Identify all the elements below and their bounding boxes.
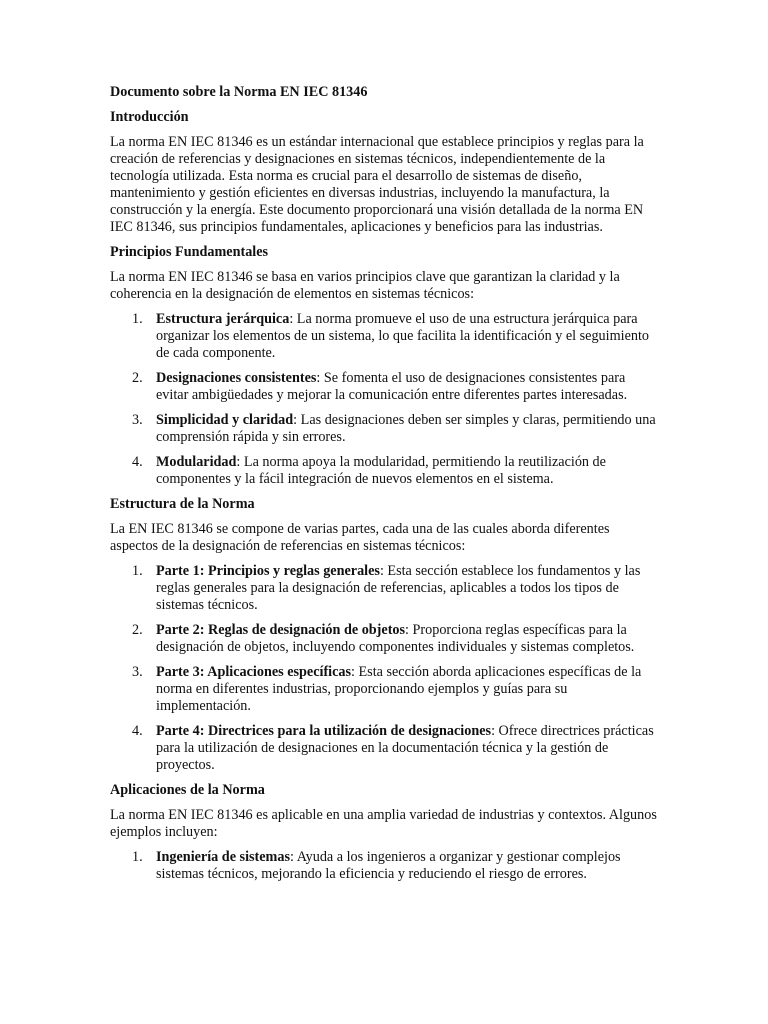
list-item-text: : Se fomenta el uso de designaciones consistentes para evitar ambigüedades y mejorar la comunicación entre diferentes partes interesadas. — [156, 370, 628, 403]
list-item-text: : Las designaciones deben ser simples y claras, permitiendo una comprensión rápida y sin errores. — [156, 412, 656, 445]
list-item — [110, 412, 660, 446]
list-item-text: : Esta sección establece los fundamentos y las reglas generales para la designación de referencias, aplicables a todos los tipos de sistemas técnicos. — [156, 563, 641, 613]
list-item-term: Designaciones consistentes — [156, 370, 317, 386]
list-item — [110, 664, 660, 715]
list-item-number: 4. — [132, 454, 143, 470]
section-heading-introduction: Introducción — [110, 109, 189, 125]
applications-list — [110, 849, 660, 883]
list-item-term: Parte 1: Principios y reglas generales — [156, 563, 380, 579]
intro-paragraph: La norma EN IEC 81346 es un estándar internacional que establece principios y reglas para la creación de referencias y designaciones en sistemas técnicos, independientemente de la tecnología utilizada. Esta norma es crucial para el desarrollo de sistemas de diseño, mantenimiento y gestión eficientes en diversas industrias, incluyendo la manufactura, la construcción y la energía. Este documento proporcionará una visión detallada de la norma EN IEC 81346, sus principios fundamentales, aplicaciones y beneficios para las industrias. — [110, 134, 644, 235]
principles-list — [110, 311, 660, 488]
list-item — [110, 370, 660, 404]
section-heading-principles: Principios Fundamentales — [110, 244, 269, 260]
list-item-number: 4. — [132, 723, 143, 739]
list-item-text: : La norma promueve el uso de una estructura jerárquica para organizar los elementos de un sistema, lo que facilita la identificación y el seguimiento de cada componente. — [156, 311, 649, 361]
list-item-number: 1. — [132, 849, 143, 865]
document-page — [110, 84, 660, 891]
list-item-number: 1. — [132, 311, 143, 327]
list-item-number: 3. — [132, 412, 143, 428]
section-applications — [110, 782, 660, 883]
structure-list — [110, 563, 660, 774]
list-item-term: Parte 4: Directrices para la utilización de designaciones — [156, 723, 492, 739]
list-item-number: 2. — [132, 370, 143, 386]
principles-paragraph: La norma EN IEC 81346 se basa en varios principios clave que garantizan la claridad y la coherencia en la designación de elementos en sistemas técnicos: — [110, 269, 620, 302]
section-heading-applications: Aplicaciones de la Norma — [110, 782, 265, 798]
list-item-term: Parte 2: Reglas de designación de objetos — [156, 622, 406, 638]
section-principles — [110, 244, 660, 488]
section-structure — [110, 496, 660, 774]
list-item-text: : Ayuda a los ingenieros a organizar y gestionar complejos sistemas técnicos, mejorando la eficiencia y reduciendo el riesgo de errores. — [156, 849, 621, 882]
list-item-term: Estructura jerárquica — [156, 311, 290, 327]
applications-paragraph: La norma EN IEC 81346 es aplicable en una amplia variedad de industrias y contextos. Algunos ejemplos incluyen: — [110, 807, 657, 840]
list-item — [110, 723, 660, 774]
list-item-term: Simplicidad y claridad — [156, 412, 294, 428]
list-item-term: Parte 3: Aplicaciones específicas — [156, 664, 352, 680]
list-item-term: Modularidad — [156, 454, 237, 470]
list-item-text: : Proporciona reglas específicas para la designación de objetos, incluyendo componentes individuales y sistemas completos. — [156, 622, 635, 655]
document-title: Documento sobre la Norma EN IEC 81346 — [110, 84, 368, 100]
list-item — [110, 311, 660, 362]
list-item-term: Ingeniería de sistemas — [156, 849, 290, 865]
list-item — [110, 454, 660, 488]
section-introduction — [110, 109, 660, 236]
structure-paragraph: La EN IEC 81346 se compone de varias partes, cada una de las cuales aborda diferentes aspectos de la designación de referencias en sistemas técnicos: — [110, 521, 610, 554]
list-item-text: : Ofrece directrices prácticas para la utilización de designaciones en la documentación técnica y la gestión de proyectos. — [156, 723, 654, 773]
section-heading-structure: Estructura de la Norma — [110, 496, 255, 512]
list-item-text: : La norma apoya la modularidad, permitiendo la reutilización de componentes y la fácil integración de nuevos elementos en el sistema. — [156, 454, 606, 487]
list-item — [110, 622, 660, 656]
list-item-number: 3. — [132, 664, 143, 680]
list-item-number: 2. — [132, 622, 143, 638]
list-item-number: 1. — [132, 563, 143, 579]
list-item — [110, 563, 660, 614]
list-item — [110, 849, 660, 883]
list-item-text: : Esta sección aborda aplicaciones específicas de la norma en diferentes industrias, proporcionando ejemplos y guías para su implementación. — [156, 664, 642, 714]
